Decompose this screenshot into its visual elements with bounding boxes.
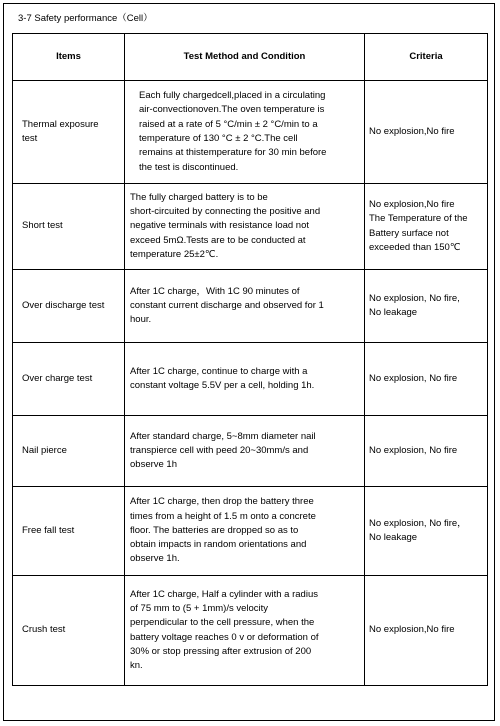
method-cell — [125, 81, 365, 184]
item-text: Over discharge test — [22, 299, 105, 311]
criteria-cell — [365, 343, 488, 416]
table-row — [13, 416, 488, 487]
section-title: 3-7 Safety performance（Cell） — [18, 13, 153, 24]
header-items: Items — [13, 34, 125, 81]
method-text: After 1C charge, then drop the battery three times from a height of 1.5 m onto a concrete floor. The batteries are dropped so as to obtain impacts in random orientations and observe 1h. — [130, 496, 316, 565]
criteria-cell — [365, 270, 488, 343]
method-text: Each fully chargedcell,placed in a circulating air-convectionoven.The oven temperature is raised at a rate of 5 °C/min ± 2 °C/min to a temperature of 130 °C ± 2 °C.The cell remains at thistemperature for 30 min before the test is discontinued. — [139, 90, 327, 173]
item-cell — [13, 81, 125, 184]
method-cell — [125, 343, 365, 416]
item-cell — [13, 343, 125, 416]
method-text: After 1C charge，With 1C 90 minutes of constant current discharge and observed for 1 hour. — [130, 285, 324, 326]
table-header-row — [13, 34, 488, 81]
table-row — [13, 343, 488, 416]
table-row — [13, 576, 488, 686]
item-text: Crush test — [22, 624, 66, 636]
item-text: Nail pierce — [22, 444, 67, 456]
table-row — [13, 270, 488, 343]
method-text: The fully charged battery is to be short-circuited by connecting the positive and negative terminals with resistance load not exceed 5mΩ.Tests are to be conducted at temperature 25±2℃. — [130, 191, 321, 260]
criteria-text: No explosion, No fire — [369, 372, 458, 384]
item-text: Over charge test — [22, 372, 93, 384]
method-text: After 1C charge, continue to charge with a constant voltage 5.5V per a cell, holding 1h. — [130, 365, 315, 391]
method-cell — [125, 487, 365, 576]
method-text: After 1C charge, Half a cylinder with a radius of 75 mm to (5 + 1mm)/s velocity perpendicular to the cell pressure, when the battery voltage reaches 0 v or deformation of 30% or stop pressing after extrusion of 200 kn. — [130, 588, 319, 672]
criteria-text: No explosion, No fire, No leakage — [369, 292, 460, 318]
method-cell — [125, 184, 365, 270]
method-cell — [125, 576, 365, 686]
header-criteria: Criteria — [365, 34, 488, 81]
criteria-cell — [365, 416, 488, 487]
criteria-text: No explosion, No fire — [369, 444, 458, 456]
method-text: After standard charge, 5~8mm diameter nail transpierce cell with peed 20~30mm/s and observe 1h — [130, 430, 316, 471]
table-row — [13, 487, 488, 576]
criteria-cell — [365, 487, 488, 576]
item-cell — [13, 487, 125, 576]
item-cell — [13, 184, 125, 270]
item-text: Thermal exposure test — [22, 118, 99, 144]
method-cell — [125, 416, 365, 487]
item-text: Short test — [22, 220, 63, 232]
criteria-cell — [365, 81, 488, 184]
criteria-text: No explosion,No fire The Temperature of the Battery surface not exceeded than 150℃ — [369, 198, 468, 253]
table-row — [13, 81, 488, 184]
criteria-text: No explosion, No fire， No leakage — [369, 517, 467, 543]
criteria-cell — [365, 184, 488, 270]
item-cell — [13, 270, 125, 343]
table-row — [13, 184, 488, 270]
header-method: Test Method and Condition — [125, 34, 365, 81]
item-cell — [13, 416, 125, 487]
criteria-text: No explosion,No fire — [369, 125, 455, 137]
item-text: Free fall test — [22, 524, 75, 536]
method-cell — [125, 270, 365, 343]
item-cell — [13, 576, 125, 686]
criteria-cell — [365, 576, 488, 686]
criteria-text: No explosion,No fire — [369, 624, 455, 636]
safety-performance-table — [12, 33, 488, 686]
